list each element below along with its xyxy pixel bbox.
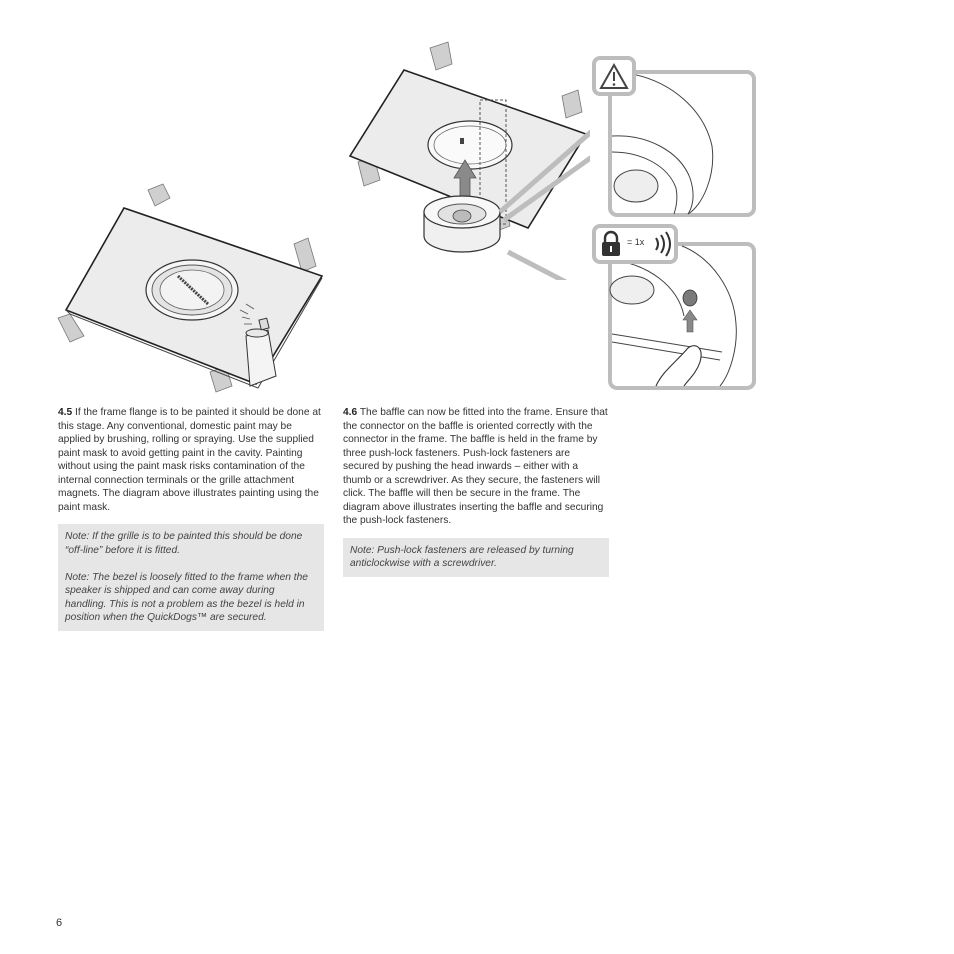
section-4-5-text bbox=[58, 406, 324, 514]
click-count-label: = 1x bbox=[627, 237, 645, 247]
section-4-6 bbox=[343, 406, 609, 577]
connector-detail-callout bbox=[592, 56, 758, 218]
section-4-5 bbox=[58, 406, 324, 631]
section-body: The baffle can now be fitted into the frame. Ensure that the connector on the baffle is oriented correctly with the connector in the frame. The baffle is held in the frame by three push-lock fasteners. Push-lock fasteners are secured by pushing the head inwards – either with a thumb or a screwdriver. As they secure, the fasteners will click. The baffle will then be secure in the frame. The diagram above illustrates inserting the baffle and securing the push-lock fasteners. bbox=[343, 407, 608, 526]
section-number: 4.5 bbox=[58, 407, 73, 418]
section-body: If the frame flange is to be painted it should be done at this stage. Any conventional, domestic paint may be applied by brushing, rolling or spraying. Use the supplied paint mask to avoid getting paint in the cavity. Painting without using the paint mask risks contamination of the internal connection terminals or the grille attachment magnets. The diagram above illustrates painting using the paint mask. bbox=[58, 407, 321, 513]
note-text: Note: The bezel is loosely fitted to the frame when the speaker is shipped and can come away during handling. This is not a problem as the bezel is held in position when the QuickDogs™ are secured. bbox=[65, 571, 308, 623]
note-box bbox=[58, 524, 324, 631]
push-lock-detail-callout bbox=[592, 224, 758, 390]
note-text: Note: Push-lock fasteners are released by turning anticlockwise with a screwdriver. bbox=[350, 544, 574, 569]
note-text: Note: If the grille is to be painted this should be done “off-line” before it is fitted. bbox=[65, 531, 303, 556]
paint-mask-diagram bbox=[50, 180, 340, 395]
warning-icon bbox=[594, 58, 634, 94]
note-box bbox=[343, 538, 609, 577]
section-number: 4.6 bbox=[343, 407, 358, 418]
baffle-insertion-diagram bbox=[340, 40, 590, 280]
section-4-6-text bbox=[343, 406, 609, 528]
page-number: 6 bbox=[56, 917, 63, 929]
